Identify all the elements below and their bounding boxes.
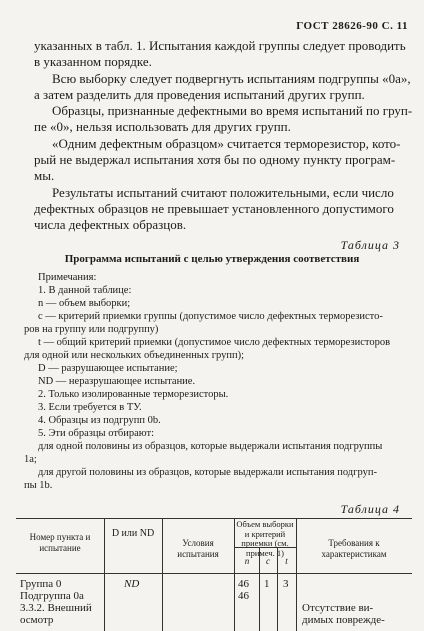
notes-heading: Примечания: [38,272,97,283]
table-header-bottom-border [16,573,412,574]
body-line: дефектных образцов не превышает установленного допустимого [34,201,394,216]
table-col-divider [234,518,235,631]
note-line: 5. Эти образцы отбирают: [38,428,154,439]
note-line: c — критерий приемки группы (допустимое число дефектных терморезисто- [38,311,383,322]
table-col-divider [104,518,105,631]
note-line: n — объем выборки; [38,298,131,309]
table-row-t: 3 [283,578,289,590]
header-conditions: Условия испытания [177,538,219,559]
page-header: ГОСТ 28626-90 С. 11 [296,20,408,32]
header-t: t [285,556,288,566]
body-line: «Одним дефектным образцом» считается терморезистор, кото- [52,136,401,151]
note-line: ров на группу или подгруппу) [24,324,159,335]
note-line: 1. В данной таблице: [38,285,132,296]
header-item: Номер пункта и испытание [29,532,91,553]
table-row-req: Отсутствие ви- [302,602,374,614]
body-line: Всю выборку следует подвергнуть испытаниям подгруппы «0а», [52,71,411,86]
note-line: D — разрушающее испытание; [38,363,178,374]
body-line: пе «0», нельзя использовать для других групп. [34,119,291,134]
table-3-title: Программа испытаний с целью утверждения соответствия [64,253,360,265]
table-row-item: Подгруппа 0а [20,590,84,602]
note-line: для одной или нескольких объединенных групп); [24,350,245,361]
note-line: 3. Если требуется в ТУ. [38,402,142,413]
note-line: ND — неразрушающее испытание. [38,376,196,387]
header-d-nd: D или ND [111,528,155,539]
body-line: рый не выдержал испытания хотя бы по одному пункту програм- [34,152,396,167]
body-line: числа дефектных образцов. [34,217,187,232]
table-row-item: осмотр [20,614,54,626]
note-line: пы 1b. [24,480,53,491]
table-4-label: Таблица 4 [340,502,400,516]
note-line: для другой половины из образцов, которые выдержали испытания подгруп- [38,467,377,478]
body-line: мы. [34,168,55,183]
note-line: t — общий критерий приемки (допустимое число дефектных терморезисторов [38,337,391,348]
table-col-divider [162,518,163,631]
table-top-border [16,518,412,519]
table-row-req: димых поврежде- [302,614,385,626]
table-col-divider [296,518,297,631]
body-line: в указанном порядке. [34,54,152,69]
header-c: c [266,556,270,566]
body-line: указанных в табл. 1. Испытания каждой группы следует проводить [34,38,406,53]
header-requirements: Требования к характеристикам [321,538,387,559]
body-line: Результаты испытаний считают положительными, если число [52,185,394,200]
table-row-n: 46 [238,578,249,590]
body-line: Образцы, признанные дефектными во время испытаний по груп- [52,103,413,118]
note-line: 1a; [24,454,37,465]
table-row-n: 46 [238,590,249,602]
note-line: 4. Образцы из подгрупп 0b. [38,415,161,426]
body-line: а затем разделить для проведения испытаний других групп. [34,87,365,102]
table-3-label: Таблица 3 [340,238,400,252]
note-line: 2. Только изолированные терморезисторы. [38,389,229,400]
table-row-item: 3.3.2. Внешний [20,602,92,614]
note-line: для одной половины из образцов, которые выдержали испытания подгруппы [38,441,383,452]
header-sample: Объем выборки и критерий приемки (см. примеч. 1) [236,519,294,558]
table-row-c: 1 [264,578,270,590]
table-row-item: Группа 0 [20,578,62,590]
table-row-dnd: ND [124,578,140,590]
header-n: n [244,556,250,566]
